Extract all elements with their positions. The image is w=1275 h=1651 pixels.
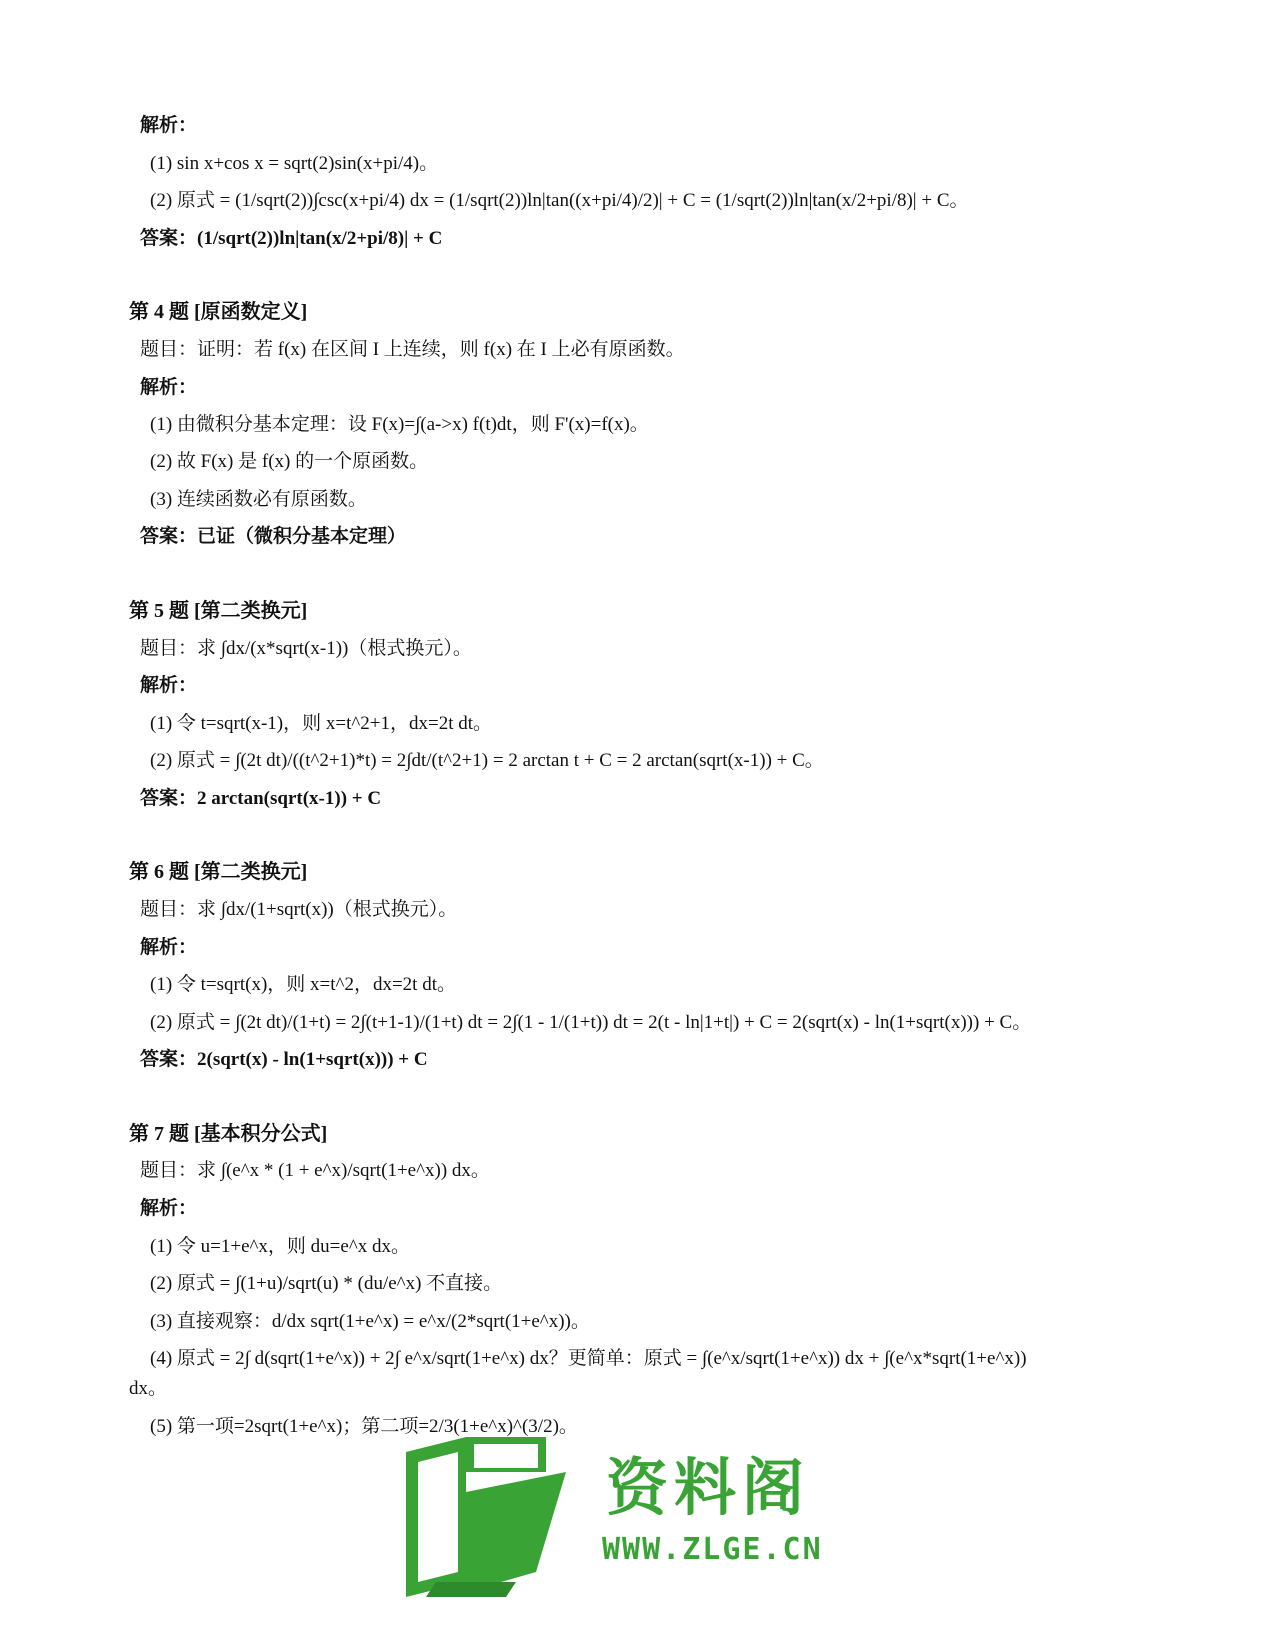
q7-step-4-line-1: (4) 原式 = 2∫ d(sqrt(1+e^x)) + 2∫ e^x/sqrt(1+e^x) dx？更简单：原式 = ∫(e^x/sqrt(1+e^x)) dx + ∫(e^x*sqrt(1+e^x)) [150,1348,1027,1369]
q7-heading: 第 7 题 [基本积分公式] [129,1123,328,1145]
q5-step-2: (2) 原式 = ∫(2t dt)/((t^2+1)*t) = 2∫dt/(t^2+1) = 2 arctan t + C = 2 arctan(sqrt(x-1)) + C。 [150,750,824,771]
q7-step-1: (1) 令 u=1+e^x，则 du=e^x dx。 [150,1236,410,1257]
watermark-url: WWW.ZLGE.CN [602,1532,823,1567]
q7-step-3: (3) 直接观察：d/dx sqrt(1+e^x) = e^x/(2*sqrt(1+e^x))。 [150,1311,590,1332]
q6-answer: 答案：2(sqrt(x) - ln(1+sqrt(x))) + C [140,1049,428,1070]
q6-heading: 第 6 题 [第二类换元] [129,861,308,883]
q3-step-2: (2) 原式 = (1/sqrt(2))∫csc(x+pi/4) dx = (1/sqrt(2))ln|tan((x+pi/4)/2)| + C = (1/sqrt(2))ln|tan(x/2+pi/8)| + C。 [150,190,969,211]
q5-answer: 答案：2 arctan(sqrt(x-1)) + C [140,788,382,809]
watermark-name: 资料阁 [606,1451,811,1524]
q7-analysis-label: 解析： [140,1198,198,1219]
q4-step-2: (2) 故 F(x) 是 f(x) 的一个原函数。 [150,451,429,472]
q3-answer: 答案：(1/sqrt(2))ln|tan(x/2+pi/8)| + C [140,228,443,249]
q7-step-2: (2) 原式 = ∫(1+u)/sqrt(u) * (du/e^x) 不直接。 [150,1273,503,1294]
q4-step-3: (3) 连续函数必有原函数。 [150,489,367,510]
q7-step-4-line-2: dx。 [129,1378,168,1399]
book-icon [396,1432,596,1602]
q6-step-1: (1) 令 t=sqrt(x)，则 x=t^2，dx=2t dt。 [150,974,456,995]
q5-analysis-label: 解析： [140,675,198,696]
q3-analysis-label: 解析： [140,115,198,136]
q4-answer: 答案：已证（微积分基本定理） [140,526,407,547]
q7-question: 题目：求 ∫(e^x * (1 + e^x)/sqrt(1+e^x)) dx。 [140,1160,490,1181]
q3-step-1: (1) sin x+cos x = sqrt(2)sin(x+pi/4)。 [150,153,439,174]
q6-step-2: (2) 原式 = ∫(2t dt)/(1+t) = 2∫(t+1-1)/(1+t) dt = 2∫(1 - 1/(1+t)) dt = 2(t - ln|1+t|) + C = 2(sqrt(x) - ln(1+sqrt(x))) + C。 [150,1012,1032,1033]
q6-analysis-label: 解析： [140,937,198,958]
q7-step-5: (5) 第一项=2sqrt(1+e^x)；第二项=2/3(1+e^x)^(3/2)。 [150,1416,578,1437]
q4-analysis-label: 解析： [140,377,198,398]
watermark-logo [396,1432,876,1602]
q5-heading: 第 5 题 [第二类换元] [129,600,308,622]
q5-step-1: (1) 令 t=sqrt(x-1)，则 x=t^2+1，dx=2t dt。 [150,713,493,734]
q4-question: 题目：证明：若 f(x) 在区间 I 上连续，则 f(x) 在 I 上必有原函数。 [140,339,685,360]
q4-step-1: (1) 由微积分基本定理：设 F(x)=∫(a->x) f(t)dt，则 F'(x)=f(x)。 [150,414,649,435]
q4-heading: 第 4 题 [原函数定义] [129,301,308,323]
q5-question: 题目：求 ∫dx/(x*sqrt(x-1))（根式换元）。 [140,638,472,659]
q6-question: 题目：求 ∫dx/(1+sqrt(x))（根式换元）。 [140,899,458,920]
